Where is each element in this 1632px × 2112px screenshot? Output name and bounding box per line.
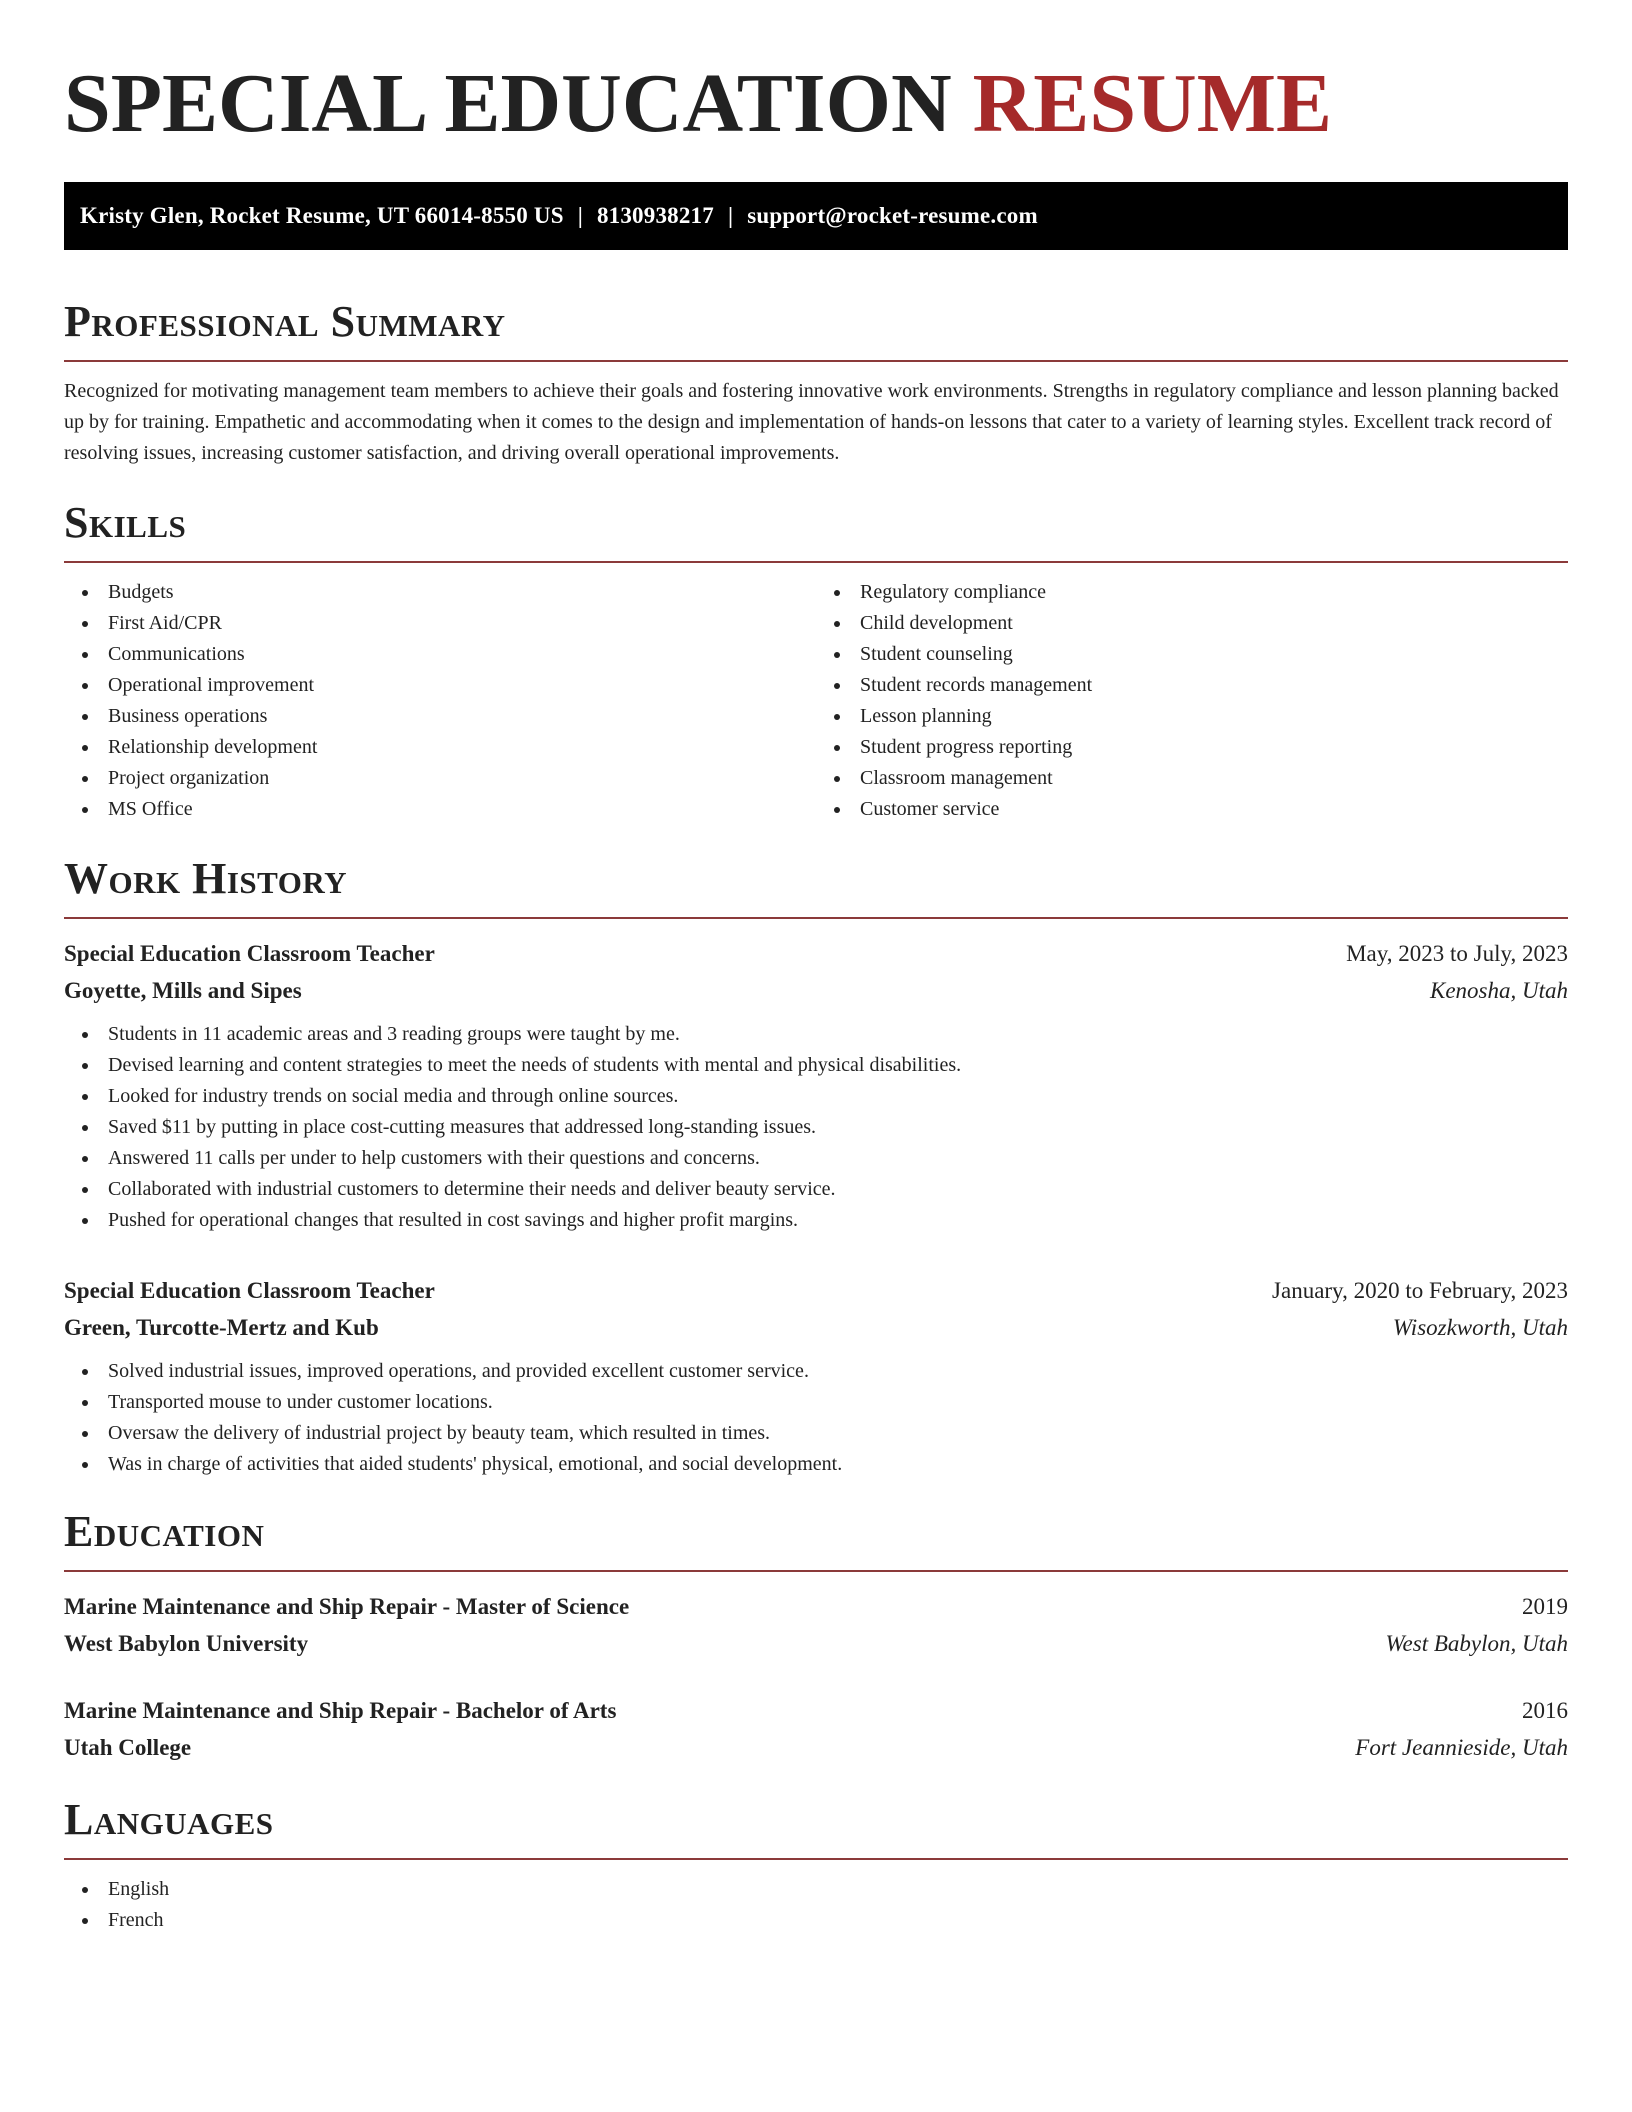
document-title bbox=[64, 54, 1568, 154]
job-dates: January, 2020 to February, 2023 bbox=[1272, 1278, 1568, 1303]
education-degree-row bbox=[64, 1692, 1568, 1729]
job-bullet: Solved industrial issues, improved operations, and provided excellent customer service. bbox=[108, 1356, 1568, 1387]
skill-item: Child development bbox=[860, 608, 1568, 639]
job-entry bbox=[64, 1272, 1568, 1480]
contact-address: Kristy Glen, Rocket Resume, UT 66014-8550 US bbox=[80, 203, 564, 228]
education-degree-row bbox=[64, 1588, 1568, 1625]
contact-phone: 8130938217 bbox=[596, 203, 714, 228]
education-entry bbox=[64, 1692, 1568, 1766]
education-year: 2016 bbox=[1522, 1698, 1568, 1723]
education-location: West Babylon, Utah bbox=[1385, 1631, 1568, 1656]
education-degree: Marine Maintenance and Ship Repair - Master of Science bbox=[64, 1594, 630, 1619]
job-bullet: Students in 11 academic areas and 3 reading groups were taught by me. bbox=[108, 1019, 1568, 1050]
job-entry bbox=[64, 935, 1568, 1236]
job-company-row bbox=[64, 972, 1568, 1009]
contact-email: support@rocket-resume.com bbox=[747, 203, 1038, 228]
skill-item: Lesson planning bbox=[860, 701, 1568, 732]
job-bullet: Pushed for operational changes that resulted in cost savings and higher profit margins. bbox=[108, 1205, 1568, 1236]
education-school-row bbox=[64, 1729, 1568, 1766]
education-location: Fort Jeannieside, Utah bbox=[1355, 1735, 1568, 1760]
job-bullet: Oversaw the delivery of industrial project by beauty team, which resulted in times. bbox=[108, 1418, 1568, 1449]
education-school: West Babylon University bbox=[64, 1631, 309, 1656]
languages-list bbox=[64, 1874, 1568, 1936]
work-history-heading: Work History bbox=[64, 851, 1568, 919]
job-company-row bbox=[64, 1309, 1568, 1346]
education-school: Utah College bbox=[64, 1735, 192, 1760]
skills-column-right bbox=[816, 577, 1568, 825]
contact-separator: | bbox=[577, 203, 583, 228]
job-location: Kenosha, Utah bbox=[1430, 978, 1568, 1003]
contact-bar bbox=[64, 182, 1568, 250]
job-bullet: Was in charge of activities that aided students' physical, emotional, and social development. bbox=[108, 1449, 1568, 1480]
skills-grid bbox=[64, 577, 1568, 825]
skill-item: Relationship development bbox=[108, 732, 816, 763]
job-title-row bbox=[64, 1272, 1568, 1309]
job-dates: May, 2023 to July, 2023 bbox=[1346, 941, 1568, 966]
education-heading: Education bbox=[64, 1504, 1568, 1572]
education-entry bbox=[64, 1588, 1568, 1662]
job-bullet: Looked for industry trends on social media and through online sources. bbox=[108, 1081, 1568, 1112]
summary-heading: Professional Summary bbox=[64, 294, 1568, 362]
contact-separator: | bbox=[727, 203, 734, 228]
skill-item: Budgets bbox=[108, 577, 816, 608]
summary-text: Recognized for motivating management team members to achieve their goals and fostering innovative work environments. Strengths in regulatory compliance and lesson planning backed up by for training. Empathetic and accommodating when it comes to the design and implementation of hands-on lessons that cater to a variety of learning styles. Excellent track record of resolving issues, increasing customer satisfaction, and driving overall operational improvements. bbox=[64, 380, 1559, 464]
language-item: English bbox=[108, 1874, 1568, 1905]
skill-item: MS Office bbox=[108, 794, 816, 825]
skill-item: Regulatory compliance bbox=[860, 577, 1568, 608]
skill-item: Project organization bbox=[108, 763, 816, 794]
skills-column-left bbox=[64, 577, 816, 825]
job-bullet: Saved $11 by putting in place cost-cutting measures that addressed long-standing issues. bbox=[108, 1112, 1568, 1143]
job-title: Special Education Classroom Teacher bbox=[64, 941, 435, 966]
job-bullets bbox=[64, 1019, 1568, 1236]
job-bullet: Transported mouse to under customer locations. bbox=[108, 1387, 1568, 1418]
job-company: Goyette, Mills and Sipes bbox=[64, 978, 302, 1003]
skill-item: Operational improvement bbox=[108, 670, 816, 701]
skill-item: Communications bbox=[108, 639, 816, 670]
skill-item: Classroom management bbox=[860, 763, 1568, 794]
job-title: Special Education Classroom Teacher bbox=[64, 1278, 435, 1303]
skill-item: Business operations bbox=[108, 701, 816, 732]
job-location: Wisozkworth, Utah bbox=[1392, 1315, 1568, 1340]
job-title-row bbox=[64, 935, 1568, 972]
languages-heading: Languages bbox=[64, 1792, 1568, 1860]
job-bullet: Collaborated with industrial customers to determine their needs and deliver beauty service. bbox=[108, 1174, 1568, 1205]
job-bullets bbox=[64, 1356, 1568, 1480]
skill-item: Student counseling bbox=[860, 639, 1568, 670]
education-degree: Marine Maintenance and Ship Repair - Bachelor of Arts bbox=[64, 1698, 617, 1723]
job-company: Green, Turcotte-Mertz and Kub bbox=[64, 1315, 379, 1340]
language-item: French bbox=[108, 1905, 1568, 1936]
skill-item: Student progress reporting bbox=[860, 732, 1568, 763]
title-part-2: RESUME bbox=[972, 57, 1333, 150]
job-bullet: Answered 11 calls per under to help customers with their questions and concerns. bbox=[108, 1143, 1568, 1174]
job-bullet: Devised learning and content strategies to meet the needs of students with mental and physical disabilities. bbox=[108, 1050, 1568, 1081]
skill-item: Customer service bbox=[860, 794, 1568, 825]
title-part-1: SPECIAL EDUCATION bbox=[64, 57, 952, 150]
skill-item: First Aid/CPR bbox=[108, 608, 816, 639]
skills-heading: Skills bbox=[64, 495, 1568, 563]
skill-item: Student records management bbox=[860, 670, 1568, 701]
education-school-row bbox=[64, 1625, 1568, 1662]
education-year: 2019 bbox=[1522, 1594, 1568, 1619]
